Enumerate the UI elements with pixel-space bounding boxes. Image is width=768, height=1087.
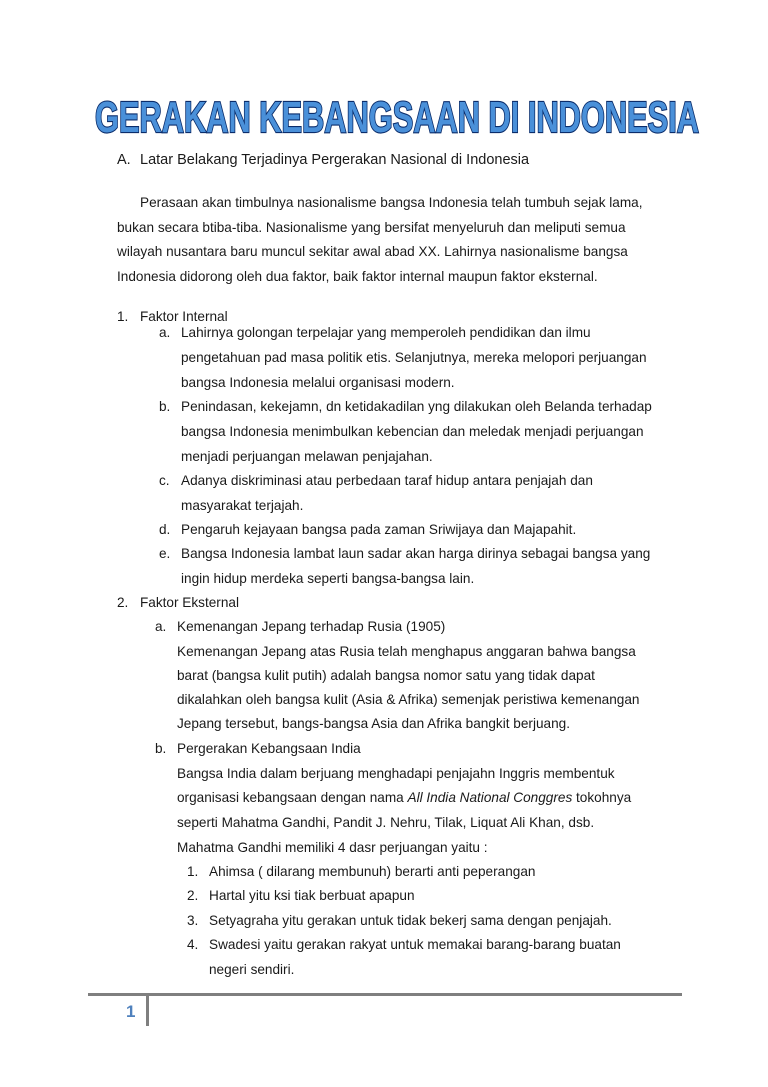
principle-4-line: Swadesi yaitu gerakan rakyat untuk memakai barang-barang buatan xyxy=(209,937,621,952)
external-heading: Faktor Eksternal xyxy=(140,595,239,610)
internal-item-c-marker: c. xyxy=(159,473,170,488)
internal-marker: 1. xyxy=(117,309,129,324)
intro-line-1: Perasaan akan timbulnya nasionalisme bangsa Indonesia telah tumbuh sejak lama, xyxy=(140,195,643,210)
intro-line-4: Indonesia didorong oleh dua faktor, baik faktor internal maupun faktor eksternal. xyxy=(117,269,598,284)
external-a-line: Jepang tersebut, bangs-bangsa Asia dan Afrika bangkit berjuang. xyxy=(177,716,570,731)
principle-1-line: Ahimsa ( dilarang membunuh) berarti anti peperangan xyxy=(209,864,536,879)
document-title xyxy=(0,80,768,150)
external-a-line: barat (bangsa kulit putih) adalah bangsa nomor satu yang tidak dapat xyxy=(177,668,595,683)
principle-3-marker: 3. xyxy=(187,913,199,928)
external-b-line-3: seperti Mahatma Gandhi, Pandit J. Nehru, Tilak, Liquat Ali Khan, dsb. xyxy=(177,815,595,830)
internal-item-e-line: ingin hidup merdeka seperti bangsa-bangsa lain. xyxy=(181,571,475,586)
internal-item-c-line: masyarakat terjajah. xyxy=(181,498,304,513)
external-b-line-1: Bangsa India dalam berjuang menghadapi penjajahn Inggris membentuk xyxy=(177,766,615,781)
internal-item-e-marker: e. xyxy=(159,546,171,561)
external-b-line-2 xyxy=(177,790,631,805)
footer-divider xyxy=(146,996,149,1026)
external-marker: 2. xyxy=(117,595,129,610)
principle-4-marker: 4. xyxy=(187,937,199,952)
internal-item-e-line: Bangsa Indonesia lambat laun sadar akan harga dirinya sebagai bangsa yang xyxy=(181,546,651,561)
external-b-line-4: Mahatma Gandhi memiliki 4 dasr perjuangan yaitu : xyxy=(177,840,488,855)
internal-heading: Faktor Internal xyxy=(140,309,228,324)
external-a-line: Kemenangan Jepang atas Rusia telah menghapus anggaran bahwa bangsa xyxy=(177,644,636,659)
external-b-line-2-post: tokohnya xyxy=(572,790,632,805)
external-a-heading: Kemenangan Jepang terhadap Rusia (1905) xyxy=(177,619,446,634)
principle-1-marker: 1. xyxy=(187,864,199,879)
internal-item-d-line: Pengaruh kejayaan bangsa pada zaman Sriwijaya dan Majapahit. xyxy=(181,522,577,537)
external-a-marker: a. xyxy=(155,619,167,634)
page-number: 1 xyxy=(126,1002,136,1021)
principle-4-line: negeri sendiri. xyxy=(209,962,295,977)
intro-line-3: wilayah nusantara baru muncul sekitar awal abad XX. Lahirnya nasionalisme bangsa xyxy=(117,244,628,259)
external-b-marker: b. xyxy=(155,741,167,756)
internal-item-d-marker: d. xyxy=(159,522,171,537)
external-b-line-2-pre: organisasi kebangsaan dengan nama xyxy=(177,790,408,805)
principle-2-line: Hartal yitu ksi tiak berbuat apapun xyxy=(209,888,415,903)
principle-3-line: Setyagraha yitu gerakan untuk tidak bekerj sama dengan penjajah. xyxy=(209,913,612,928)
internal-item-a-marker: a. xyxy=(159,325,171,340)
organization-name: All India National Conggres xyxy=(407,790,573,805)
footer-rule xyxy=(88,993,682,996)
internal-item-a-line: Lahirnya golongan terpelajar yang memperoleh pendidikan dan ilmu xyxy=(181,325,591,340)
internal-item-a-line: bangsa Indonesia melalui organisasi modern. xyxy=(181,375,455,390)
section-a-marker: A. xyxy=(117,152,131,168)
document-title-text: GERAKAN KEBANGSAAN DI INDONESIA xyxy=(95,93,699,142)
internal-item-c-line: Adanya diskriminasi atau perbedaan taraf hidup antara penjajah dan xyxy=(181,473,593,488)
internal-item-b-marker: b. xyxy=(159,399,171,414)
external-a-line: dikalahkan oleh bangsa kulit (Asia & Afrika) semenjak peristiwa kemenangan xyxy=(177,692,640,707)
internal-item-b-line: bangsa Indonesia menimbulkan kebencian dan meledak menjadi perjuangan xyxy=(181,424,644,439)
internal-item-b-line: menjadi perjuangan melawan penjajahan. xyxy=(181,449,433,464)
intro-line-2: bukan secara btiba-tiba. Nasionalisme yang bersifat menyeluruh dan meliputi semua xyxy=(117,220,626,235)
internal-item-b-line: Penindasan, kekejamn, dn ketidakadilan yng dilakukan oleh Belanda terhadap xyxy=(181,399,652,414)
internal-item-a-line: pengetahuan pad masa politik etis. Selanjutnya, mereka melopori perjuangan xyxy=(181,350,647,365)
principle-2-marker: 2. xyxy=(187,888,199,903)
section-a-heading: Latar Belakang Terjadinya Pergerakan Nasional di Indonesia xyxy=(140,152,530,168)
external-b-heading: Pergerakan Kebangsaan India xyxy=(177,741,361,756)
